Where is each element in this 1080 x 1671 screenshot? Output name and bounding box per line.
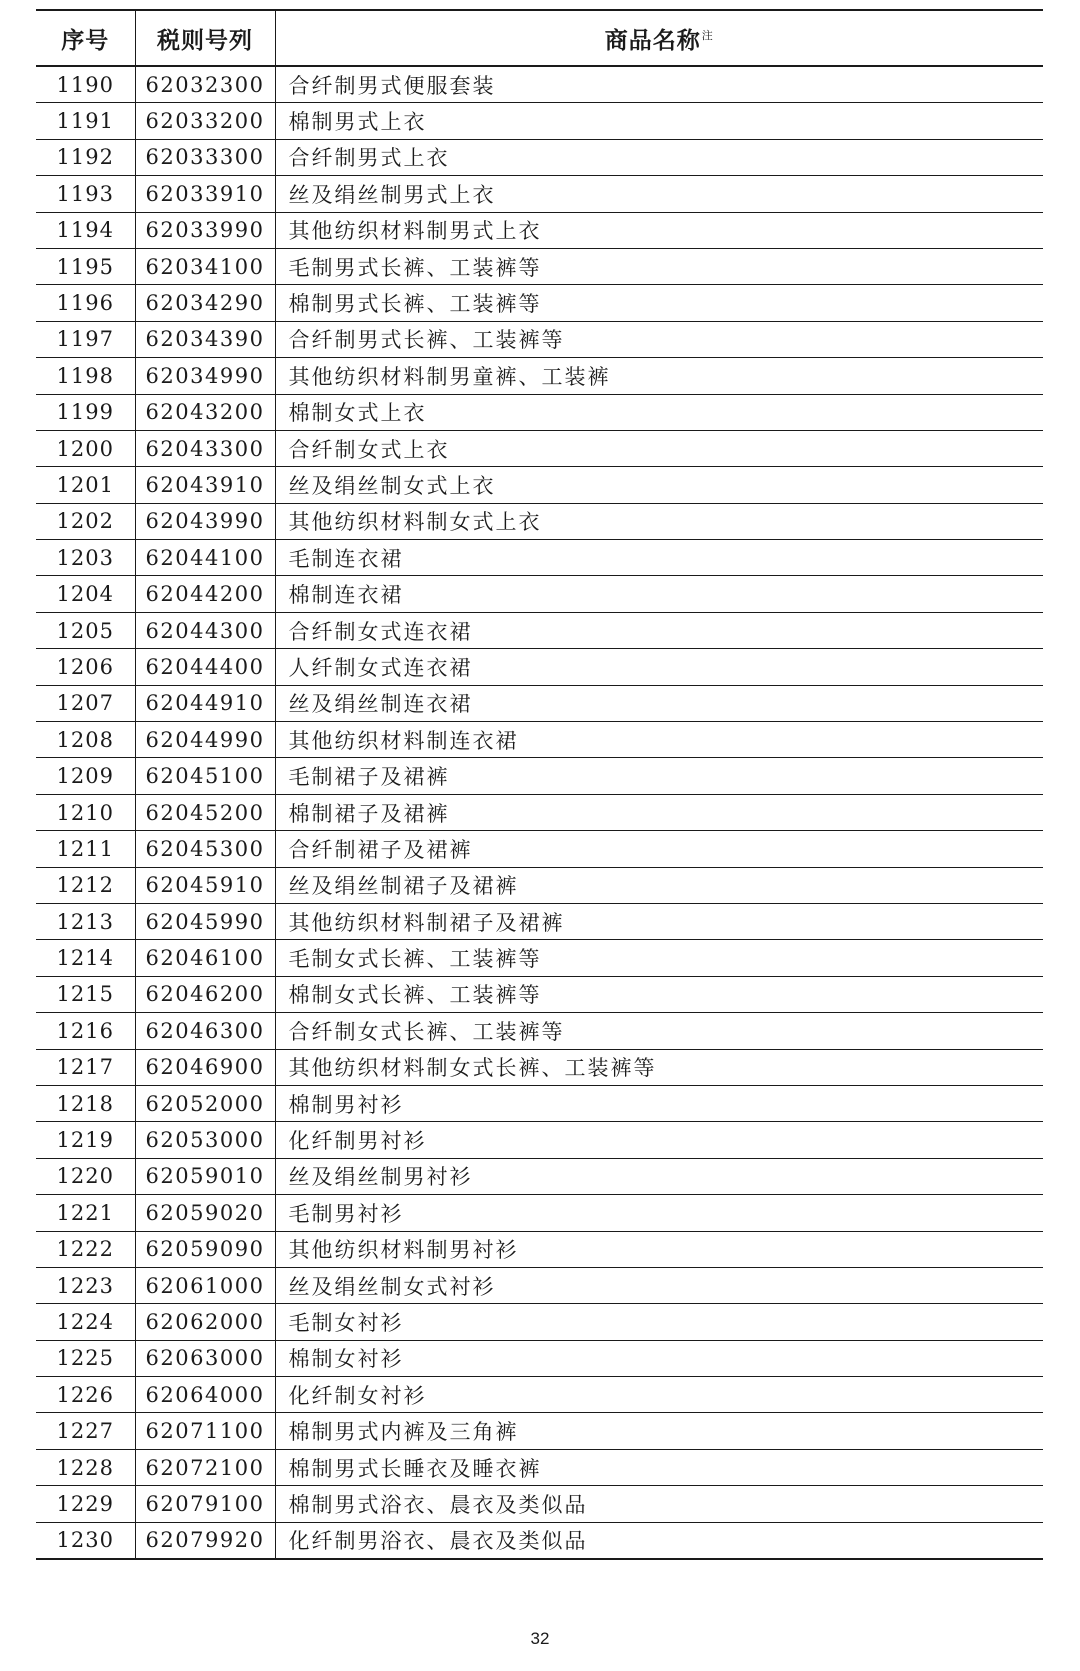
cell-seq: 1223 [36,1267,135,1303]
cell-code: 62045100 [135,758,275,794]
table-row [36,940,1043,976]
cell-name: 毛制连衣裙 [275,540,1043,576]
cell-code: 62033910 [135,176,275,212]
cell-name: 丝及绢丝制连衣裙 [275,685,1043,721]
cell-name: 其他纺织材料制女式上衣 [275,503,1043,539]
cell-seq: 1207 [36,685,135,721]
cell-name: 合纤制男式长裤、工装裤等 [275,321,1043,357]
cell-code: 62033300 [135,139,275,175]
cell-seq: 1229 [36,1486,135,1522]
cell-name: 毛制女衬衫 [275,1304,1043,1340]
cell-code: 62062000 [135,1304,275,1340]
cell-seq: 1226 [36,1377,135,1413]
table-row [36,1486,1043,1522]
cell-seq: 1216 [36,1013,135,1049]
cell-seq: 1197 [36,321,135,357]
cell-code: 62044100 [135,540,275,576]
header-code: 税则号列 [135,10,275,66]
table-row [36,467,1043,503]
cell-code: 62059010 [135,1158,275,1194]
table-row [36,66,1043,103]
cell-code: 62072100 [135,1449,275,1485]
table-row [36,903,1043,939]
table-row [36,430,1043,466]
table-row [36,1013,1043,1049]
cell-code: 62059020 [135,1195,275,1231]
page-number: 32 [530,1629,550,1648]
cell-seq: 1224 [36,1304,135,1340]
cell-seq: 1225 [36,1340,135,1376]
cell-seq: 1220 [36,1158,135,1194]
table-row [36,722,1043,758]
cell-seq: 1210 [36,794,135,830]
cell-code: 62052000 [135,1085,275,1121]
cell-name: 其他纺织材料制连衣裙 [275,722,1043,758]
cell-seq: 1192 [36,139,135,175]
table-row [36,1413,1043,1449]
table-row [36,212,1043,248]
cell-name: 其他纺织材料制男衬衫 [275,1231,1043,1267]
cell-name: 棉制男式上衣 [275,103,1043,139]
cell-code: 62063000 [135,1340,275,1376]
table-row [36,358,1043,394]
table-row [36,649,1043,685]
cell-code: 62034100 [135,248,275,284]
table-row [36,1049,1043,1085]
cell-code: 62046300 [135,1013,275,1049]
table-row [36,576,1043,612]
cell-code: 62071100 [135,1413,275,1449]
cell-name: 合纤制裙子及裙裤 [275,831,1043,867]
cell-seq: 1205 [36,612,135,648]
cell-seq: 1206 [36,649,135,685]
header-seq: 序号 [36,10,135,66]
cell-code: 62046900 [135,1049,275,1085]
cell-seq: 1222 [36,1231,135,1267]
table-row [36,1122,1043,1158]
cell-code: 62044400 [135,649,275,685]
cell-seq: 1193 [36,176,135,212]
cell-code: 62059090 [135,1231,275,1267]
cell-name: 合纤制女式上衣 [275,430,1043,466]
cell-code: 62061000 [135,1267,275,1303]
cell-name: 棉制女式上衣 [275,394,1043,430]
cell-code: 62044910 [135,685,275,721]
cell-seq: 1209 [36,758,135,794]
cell-seq: 1230 [36,1522,135,1559]
cell-seq: 1215 [36,976,135,1012]
cell-code: 62064000 [135,1377,275,1413]
cell-seq: 1211 [36,831,135,867]
table-row [36,794,1043,830]
cell-seq: 1201 [36,467,135,503]
header-row [36,10,1043,66]
cell-name: 其他纺织材料制男童裤、工装裤 [275,358,1043,394]
cell-seq: 1219 [36,1122,135,1158]
cell-name: 棉制裙子及裙裤 [275,794,1043,830]
cell-code: 62046100 [135,940,275,976]
cell-code: 62032300 [135,66,275,103]
cell-seq: 1221 [36,1195,135,1231]
cell-code: 62046200 [135,976,275,1012]
cell-seq: 1190 [36,66,135,103]
table-row [36,976,1043,1012]
table-row [36,758,1043,794]
cell-name: 化纤制男浴衣、晨衣及类似品 [275,1522,1043,1559]
cell-name: 化纤制男衬衫 [275,1122,1043,1158]
cell-seq: 1227 [36,1413,135,1449]
table-row [36,103,1043,139]
cell-code: 62044990 [135,722,275,758]
table-row [36,1267,1043,1303]
table-row [36,1522,1043,1559]
cell-name: 丝及绢丝制女式上衣 [275,467,1043,503]
cell-seq: 1204 [36,576,135,612]
cell-code: 62043910 [135,467,275,503]
cell-name: 棉制女式长裤、工装裤等 [275,976,1043,1012]
cell-name: 合纤制男式上衣 [275,139,1043,175]
cell-seq: 1195 [36,248,135,284]
cell-name: 毛制女式长裤、工装裤等 [275,940,1043,976]
cell-name: 丝及绢丝制男衬衫 [275,1158,1043,1194]
cell-code: 62034290 [135,285,275,321]
cell-name: 其他纺织材料制女式长裤、工装裤等 [275,1049,1043,1085]
table-row [36,1085,1043,1121]
cell-seq: 1200 [36,430,135,466]
cell-name: 棉制男式浴衣、晨衣及类似品 [275,1486,1043,1522]
cell-code: 62044300 [135,612,275,648]
cell-name: 棉制连衣裙 [275,576,1043,612]
table-row [36,1377,1043,1413]
table-row [36,321,1043,357]
cell-name: 合纤制男式便服套装 [275,66,1043,103]
cell-seq: 1214 [36,940,135,976]
cell-name: 棉制女衬衫 [275,1340,1043,1376]
cell-name: 合纤制女式连衣裙 [275,612,1043,648]
cell-seq: 1198 [36,358,135,394]
table-row [36,1449,1043,1485]
table-row [36,1231,1043,1267]
cell-code: 62043990 [135,503,275,539]
cell-code: 62079100 [135,1486,275,1522]
cell-seq: 1217 [36,1049,135,1085]
cell-name: 棉制男式长裤、工装裤等 [275,285,1043,321]
table-row [36,248,1043,284]
cell-code: 62033200 [135,103,275,139]
header-name-note: 注 [701,28,714,42]
cell-seq: 1208 [36,722,135,758]
cell-name: 其他纺织材料制裙子及裙裤 [275,903,1043,939]
cell-code: 62045200 [135,794,275,830]
cell-code: 62033990 [135,212,275,248]
cell-seq: 1194 [36,212,135,248]
table-row [36,867,1043,903]
cell-seq: 1202 [36,503,135,539]
cell-seq: 1203 [36,540,135,576]
cell-code: 62043300 [135,430,275,466]
cell-name: 毛制男式长裤、工装裤等 [275,248,1043,284]
table-row [36,1158,1043,1194]
table-row [36,394,1043,430]
cell-name: 毛制男衬衫 [275,1195,1043,1231]
cell-name: 其他纺织材料制男式上衣 [275,212,1043,248]
cell-name: 棉制男式内裤及三角裤 [275,1413,1043,1449]
table-row [36,285,1043,321]
header-name [275,10,1043,66]
table-row [36,1195,1043,1231]
table-row [36,540,1043,576]
cell-code: 62045300 [135,831,275,867]
table-row [36,612,1043,648]
cell-code: 62079920 [135,1522,275,1559]
tariff-table [36,9,1043,1560]
cell-seq: 1228 [36,1449,135,1485]
table-row [36,503,1043,539]
table-row [36,685,1043,721]
table-body [36,66,1043,1559]
table-header [36,10,1043,66]
table-row [36,1304,1043,1340]
cell-code: 62045990 [135,903,275,939]
cell-seq: 1213 [36,903,135,939]
cell-name: 棉制男式长睡衣及睡衣裤 [275,1449,1043,1485]
cell-code: 62034990 [135,358,275,394]
cell-seq: 1212 [36,867,135,903]
table-row [36,139,1043,175]
header-name-label: 商品名称 [604,27,701,54]
table-row [36,1340,1043,1376]
cell-code: 62044200 [135,576,275,612]
cell-name: 人纤制女式连衣裙 [275,649,1043,685]
cell-name: 合纤制女式长裤、工装裤等 [275,1013,1043,1049]
cell-name: 丝及绢丝制裙子及裙裤 [275,867,1043,903]
cell-code: 62053000 [135,1122,275,1158]
cell-seq: 1191 [36,103,135,139]
cell-seq: 1196 [36,285,135,321]
cell-seq: 1218 [36,1085,135,1121]
cell-name: 化纤制女衬衫 [275,1377,1043,1413]
cell-seq: 1199 [36,394,135,430]
cell-code: 62034390 [135,321,275,357]
cell-code: 62045910 [135,867,275,903]
table-row [36,831,1043,867]
cell-code: 62043200 [135,394,275,430]
cell-name: 毛制裙子及裙裤 [275,758,1043,794]
cell-name: 棉制男衬衫 [275,1085,1043,1121]
cell-name: 丝及绢丝制男式上衣 [275,176,1043,212]
table-row [36,176,1043,212]
cell-name: 丝及绢丝制女式衬衫 [275,1267,1043,1303]
